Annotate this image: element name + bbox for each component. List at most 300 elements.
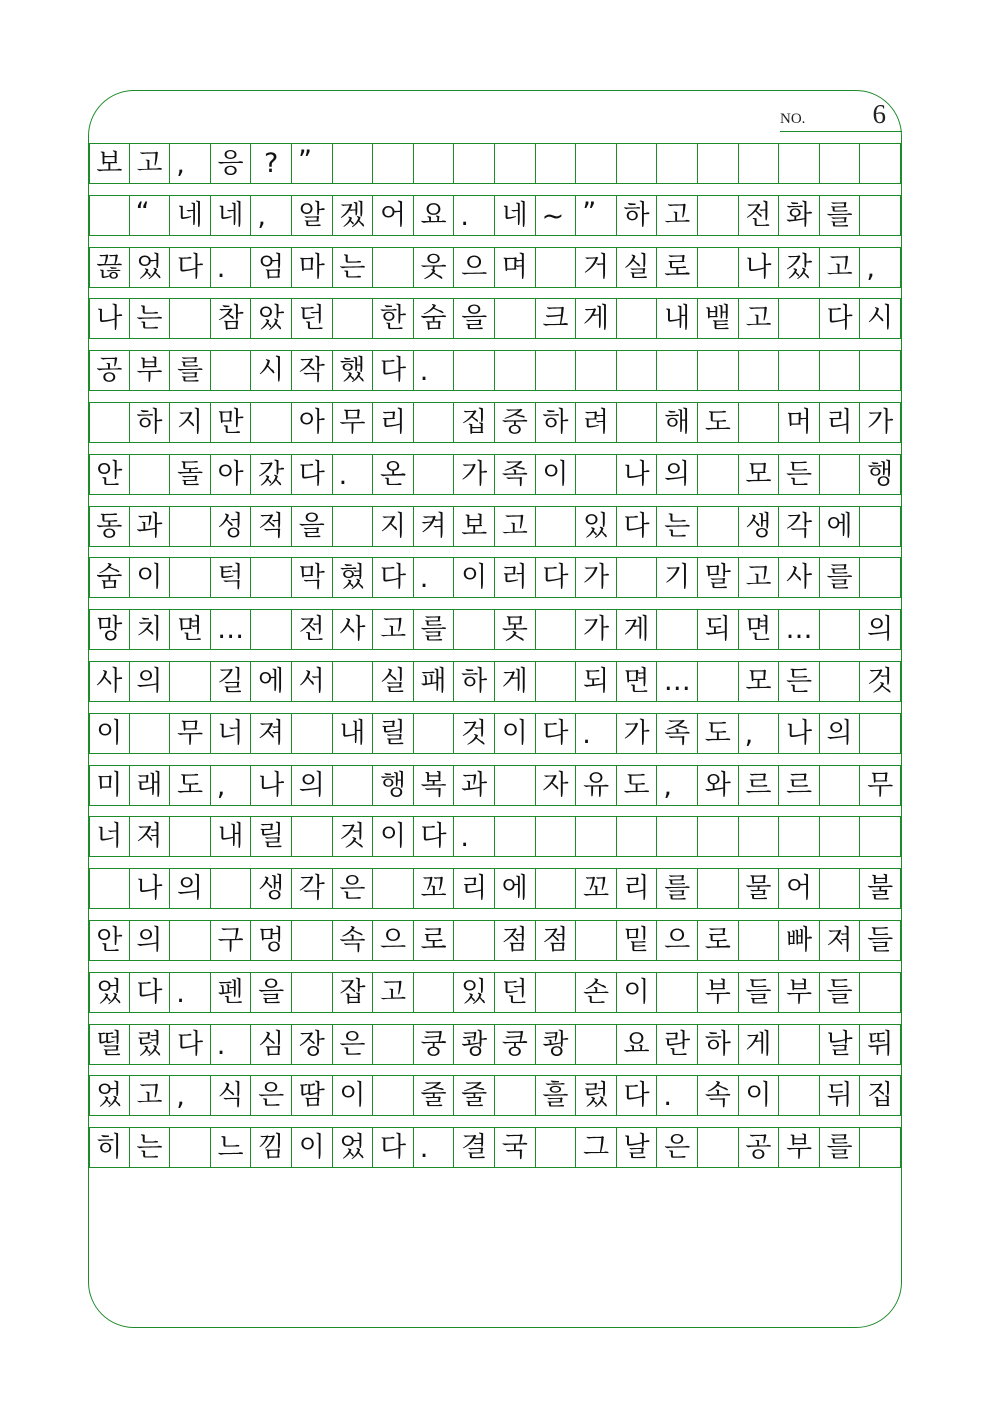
manuscript-row [89,143,901,184]
manuscript-row [89,350,901,391]
grid-cell: 릴 [373,713,414,754]
grid-cell: . [211,247,252,288]
grid-cell [739,143,780,184]
grid-cell: 는 [130,1127,171,1168]
grid-cell: 끊 [89,247,130,288]
grid-cell: . [414,557,455,598]
grid-cell [820,350,861,391]
grid-cell: 다 [373,350,414,391]
grid-cell: 혔 [333,557,374,598]
grid-cell [454,920,495,961]
page-number-value: 6 [872,99,886,129]
grid-cell: 으 [454,247,495,288]
grid-cell: 무 [333,402,374,443]
grid-cell: 을 [251,972,292,1013]
grid-cell: 다 [617,1075,658,1116]
grid-cell: 잡 [333,972,374,1013]
grid-cell [860,1127,901,1168]
grid-cell: 에 [251,661,292,702]
manuscript-row [89,1024,901,1065]
grid-cell [617,816,658,857]
grid-cell: 전 [292,609,333,650]
grid-cell: 행 [860,454,901,495]
grid-cell [292,713,333,754]
grid-cell: 말 [698,557,739,598]
grid-cell: 과 [130,506,171,547]
grid-cell: 렀 [576,1075,617,1116]
grid-cell: 가 [576,609,617,650]
grid-cell: 심 [251,1024,292,1065]
manuscript-row [89,1127,901,1168]
grid-cell [860,972,901,1013]
grid-cell: 가 [617,713,658,754]
grid-cell: 를 [820,1127,861,1168]
manuscript-row [89,816,901,857]
grid-cell: 숨 [89,557,130,598]
grid-cell [739,350,780,391]
grid-cell: 고 [739,298,780,339]
grid-cell: 이 [617,972,658,1013]
grid-cell: 어 [779,868,820,909]
grid-cell: 고 [820,247,861,288]
grid-cell: 가 [576,557,617,598]
grid-cell [414,972,455,1013]
grid-cell [495,765,536,806]
grid-cell: 르 [779,765,820,806]
grid-cell: 망 [89,609,130,650]
grid-cell: 자 [536,765,577,806]
grid-cell [373,1024,414,1065]
grid-cell: 사 [333,609,374,650]
grid-cell: 던 [495,972,536,1013]
grid-cell: 들 [820,972,861,1013]
grid-cell [657,609,698,650]
grid-cell: 쿵 [414,1024,455,1065]
grid-cell: 의 [130,661,171,702]
grid-cell [860,350,901,391]
grid-cell: 길 [211,661,252,702]
grid-cell: 다 [617,506,658,547]
grid-cell [251,557,292,598]
grid-cell: , [739,713,780,754]
grid-cell [698,454,739,495]
manuscript-row [89,661,901,702]
grid-cell: 도 [698,713,739,754]
grid-cell: 모 [739,454,780,495]
grid-cell: 이 [454,557,495,598]
grid-cell: . [414,1127,455,1168]
grid-cell: 크 [536,298,577,339]
grid-cell: 너 [211,713,252,754]
grid-cell: 의 [170,868,211,909]
grid-cell [536,868,577,909]
grid-cell: 참 [211,298,252,339]
grid-cell: 빠 [779,920,820,961]
grid-cell: 은 [333,868,374,909]
grid-cell: 는 [333,247,374,288]
grid-cell: 사 [779,557,820,598]
grid-cell: 부 [779,1127,820,1168]
grid-cell: 행 [373,765,414,806]
grid-cell [130,454,171,495]
grid-cell: 속 [333,920,374,961]
grid-cell [536,247,577,288]
grid-cell: 게 [576,298,617,339]
grid-cell [292,920,333,961]
grid-cell [739,920,780,961]
grid-cell [657,143,698,184]
grid-cell [495,298,536,339]
grid-cell: 으 [373,920,414,961]
manuscript-row [89,195,901,236]
grid-cell: 적 [251,506,292,547]
grid-cell [820,661,861,702]
grid-cell: 려 [576,402,617,443]
grid-cell [373,247,414,288]
grid-cell [130,713,171,754]
grid-cell: 동 [89,506,130,547]
grid-cell: , [211,765,252,806]
grid-cell [414,713,455,754]
grid-cell: 손 [576,972,617,1013]
grid-cell: 시 [251,350,292,391]
grid-cell: 가 [454,454,495,495]
grid-cell: 이 [333,1075,374,1116]
grid-cell: 고 [130,1075,171,1116]
grid-cell: 공 [739,1127,780,1168]
grid-cell: 네 [495,195,536,236]
grid-cell: 성 [211,506,252,547]
grid-cell: 실 [373,661,414,702]
grid-cell: . [414,350,455,391]
grid-cell: 엄 [251,247,292,288]
grid-cell: 결 [454,1127,495,1168]
grid-cell [414,454,455,495]
grid-cell: 족 [657,713,698,754]
grid-cell: 이 [373,816,414,857]
grid-cell [576,816,617,857]
grid-cell [170,1127,211,1168]
grid-cell: 것 [454,713,495,754]
grid-cell [820,609,861,650]
grid-cell: 면 [617,661,658,702]
grid-cell: 온 [373,454,414,495]
grid-cell: 흘 [536,1075,577,1116]
grid-cell: 뛰 [860,1024,901,1065]
grid-cell: 어 [373,195,414,236]
grid-cell: 못 [495,609,536,650]
grid-cell: 식 [211,1075,252,1116]
grid-cell [779,1075,820,1116]
grid-cell: 리 [373,402,414,443]
grid-cell: 다 [536,713,577,754]
grid-cell [698,868,739,909]
grid-cell: 쾅 [454,1024,495,1065]
grid-cell [454,143,495,184]
grid-cell: 꼬 [414,868,455,909]
grid-cell: 다 [130,972,171,1013]
grid-cell [495,816,536,857]
grid-cell: 를 [820,195,861,236]
grid-cell: 물 [739,868,780,909]
grid-cell: . [333,454,374,495]
grid-cell: 든 [779,661,820,702]
grid-cell: 던 [292,298,333,339]
grid-cell: 나 [251,765,292,806]
grid-cell: 있 [454,972,495,1013]
grid-cell: 었 [89,1075,130,1116]
grid-cell: 다 [536,557,577,598]
grid-cell: 보 [89,143,130,184]
grid-cell [657,350,698,391]
grid-cell [536,506,577,547]
grid-cell [820,816,861,857]
grid-cell: 했 [333,350,374,391]
grid-cell [698,506,739,547]
grid-cell [860,816,901,857]
grid-cell: 를 [657,868,698,909]
manuscript-row [89,920,901,961]
grid-cell: 불 [860,868,901,909]
grid-cell: 각 [292,868,333,909]
grid-cell: 쾅 [536,1024,577,1065]
grid-cell: 점 [495,920,536,961]
grid-cell: 지 [373,506,414,547]
grid-cell: 부 [130,350,171,391]
grid-cell [617,402,658,443]
grid-cell: 쿵 [495,1024,536,1065]
grid-cell: 러 [495,557,536,598]
grid-cell: 돌 [170,454,211,495]
grid-cell [617,350,658,391]
grid-cell: 시 [860,298,901,339]
grid-cell: 면 [170,609,211,650]
grid-cell [333,143,374,184]
grid-cell: 유 [576,765,617,806]
manuscript-row [89,868,901,909]
grid-cell: 기 [657,557,698,598]
grid-cell [779,350,820,391]
grid-cell: 모 [739,661,780,702]
grid-cell: 구 [211,920,252,961]
grid-cell: 요 [617,1024,658,1065]
grid-cell: 속 [698,1075,739,1116]
grid-cell: 땀 [292,1075,333,1116]
grid-cell: , [251,195,292,236]
grid-cell [536,816,577,857]
grid-cell: 화 [779,195,820,236]
grid-cell: ~ [536,195,577,236]
grid-cell: 는 [130,298,171,339]
grid-cell: 았 [251,298,292,339]
grid-cell: 져 [130,816,171,857]
manuscript-row [89,454,901,495]
grid-cell [698,195,739,236]
grid-cell [454,350,495,391]
manuscript-row [89,247,901,288]
grid-cell: 있 [576,506,617,547]
grid-cell [779,143,820,184]
grid-cell [698,1127,739,1168]
grid-cell: 져 [251,713,292,754]
page-number-label: NO. [780,111,806,127]
grid-cell: 꼬 [576,868,617,909]
grid-cell: 의 [860,609,901,650]
grid-cell [860,713,901,754]
grid-cell: 에 [820,506,861,547]
grid-cell [89,868,130,909]
grid-cell: 미 [89,765,130,806]
grid-cell: 을 [292,506,333,547]
grid-cell: 너 [89,816,130,857]
grid-cell: 족 [495,454,536,495]
grid-cell: 나 [779,713,820,754]
manuscript-row [89,1075,901,1116]
grid-cell [170,661,211,702]
grid-cell: 점 [536,920,577,961]
grid-cell: 펜 [211,972,252,1013]
grid-cell: 은 [333,1024,374,1065]
grid-cell: 과 [454,765,495,806]
grid-cell: . [170,972,211,1013]
grid-cell: 멍 [251,920,292,961]
grid-cell: 다 [373,557,414,598]
grid-cell: 중 [495,402,536,443]
grid-cell [698,661,739,702]
grid-cell [333,661,374,702]
grid-cell [860,557,901,598]
grid-cell [211,868,252,909]
grid-cell: 전 [739,195,780,236]
grid-cell: 으 [657,920,698,961]
grid-cell [292,816,333,857]
grid-cell: 갔 [251,454,292,495]
grid-cell: 도 [698,402,739,443]
grid-cell [820,454,861,495]
grid-cell: 복 [414,765,455,806]
grid-cell [536,143,577,184]
grid-cell: 렸 [130,1024,171,1065]
grid-cell: . [211,1024,252,1065]
grid-cell: 것 [333,816,374,857]
grid-cell [860,506,901,547]
grid-cell: 고 [495,506,536,547]
grid-cell: 작 [292,350,333,391]
grid-cell: 각 [779,506,820,547]
grid-cell: 무 [170,713,211,754]
grid-cell: 다 [170,247,211,288]
grid-cell: 응 [211,143,252,184]
grid-cell [657,816,698,857]
grid-cell [536,350,577,391]
manuscript-row [89,557,901,598]
grid-cell [739,402,780,443]
grid-cell: 를 [414,609,455,650]
grid-cell [860,195,901,236]
grid-cell: 무 [860,765,901,806]
grid-cell [454,609,495,650]
grid-cell: 다 [373,1127,414,1168]
grid-cell: 나 [617,454,658,495]
grid-cell [373,143,414,184]
grid-cell: 히 [89,1127,130,1168]
grid-cell: ? [251,143,292,184]
grid-cell: 이 [89,713,130,754]
grid-cell [698,143,739,184]
grid-cell [820,868,861,909]
grid-cell: 켜 [414,506,455,547]
grid-cell: 를 [170,350,211,391]
manuscript-row [89,506,901,547]
grid-cell: 뱉 [698,298,739,339]
manuscript-row [89,972,901,1013]
grid-cell: 의 [130,920,171,961]
grid-cell: 한 [373,298,414,339]
grid-cell: 고 [373,972,414,1013]
grid-cell: 로 [414,920,455,961]
grid-cell [211,350,252,391]
grid-cell: 줄 [454,1075,495,1116]
grid-cell [576,920,617,961]
grid-cell: 이 [739,1075,780,1116]
manuscript-row [89,298,901,339]
grid-cell [617,298,658,339]
grid-cell [657,972,698,1013]
grid-cell [820,143,861,184]
grid-cell: 서 [292,661,333,702]
grid-cell: 안 [89,920,130,961]
grid-cell [251,402,292,443]
grid-cell: 다 [820,298,861,339]
grid-cell [860,143,901,184]
grid-cell [576,454,617,495]
grid-cell: 국 [495,1127,536,1168]
grid-cell: 패 [414,661,455,702]
grid-cell: , [860,247,901,288]
grid-cell: 게 [739,1024,780,1065]
grid-cell: 의 [292,765,333,806]
grid-cell: , [170,1075,211,1116]
grid-cell [89,402,130,443]
grid-cell: 나 [130,868,171,909]
grid-cell [739,816,780,857]
grid-cell: 로 [657,247,698,288]
grid-cell: 집 [454,402,495,443]
grid-cell: 생 [251,868,292,909]
grid-cell: … [657,661,698,702]
grid-cell: 내 [657,298,698,339]
grid-cell: … [211,609,252,650]
grid-cell [779,298,820,339]
grid-cell [373,1075,414,1116]
grid-cell: 부 [779,972,820,1013]
grid-cell: 에 [495,868,536,909]
grid-cell: 느 [211,1127,252,1168]
manuscript-row [89,609,901,650]
grid-cell [779,816,820,857]
grid-cell: 다 [414,816,455,857]
grid-cell [333,765,374,806]
grid-cell: 다 [292,454,333,495]
grid-cell: 래 [130,765,171,806]
grid-cell: 의 [820,713,861,754]
grid-cell [779,1024,820,1065]
grid-cell: 머 [779,402,820,443]
grid-cell: 을 [454,298,495,339]
grid-cell: 집 [860,1075,901,1116]
grid-cell [333,298,374,339]
grid-cell [617,143,658,184]
